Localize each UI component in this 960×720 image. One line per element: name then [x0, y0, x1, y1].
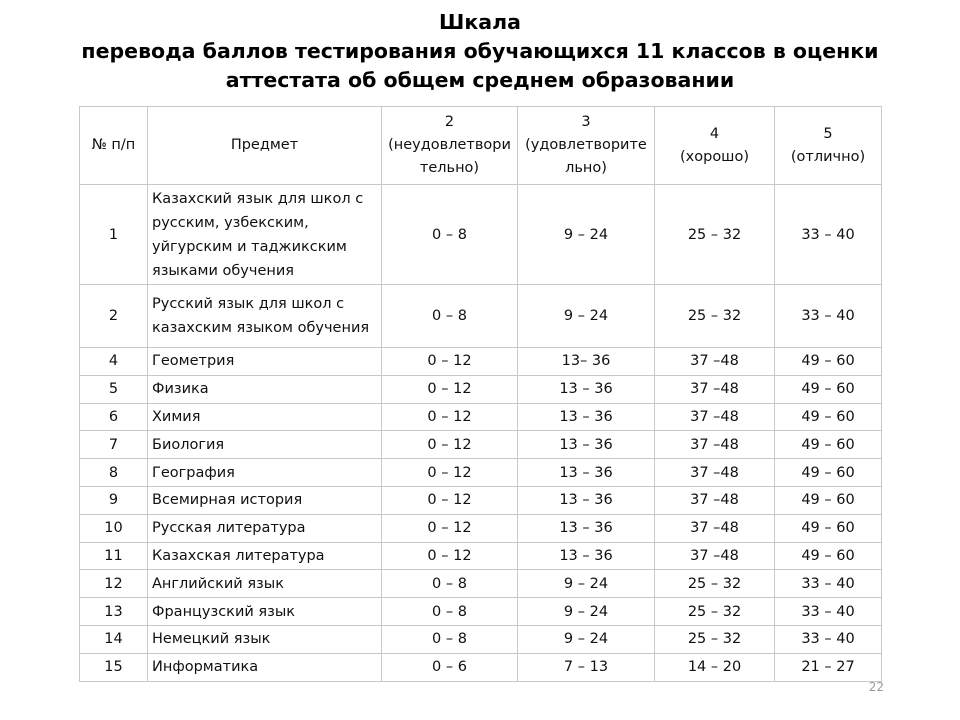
row-grade-3: 7 – 13 [518, 653, 655, 681]
row-grade-2: 0 – 12 [382, 403, 518, 431]
row-grade-4: 25 – 32 [655, 285, 775, 348]
row-grade-4: 37 –48 [655, 514, 775, 542]
row-subject-line: Казахский язык для школ с [152, 190, 364, 207]
row-subject: Французский язык [148, 598, 382, 626]
table-row [80, 185, 882, 285]
row-grade-4: 37 –48 [655, 431, 775, 459]
header-grade-3-label-b: льно) [565, 160, 607, 176]
header-grade-3-label-a: (удовлетворите [525, 137, 647, 153]
row-grade-4: 37 –48 [655, 403, 775, 431]
row-grade-4: 25 – 32 [655, 185, 775, 285]
row-num: 10 [80, 514, 148, 542]
table-row [80, 625, 882, 653]
score-conversion-table [79, 106, 882, 682]
row-subject: Всемирная история [148, 486, 382, 514]
row-subject: География [148, 459, 382, 487]
header-grade-2-label-a: (неудовлетвори [388, 137, 511, 153]
header-subject: Предмет [148, 107, 382, 185]
table-row [80, 375, 882, 403]
header-grade-4-label: (хорошо) [680, 148, 749, 165]
row-grade-4: 25 – 32 [655, 625, 775, 653]
row-num: 14 [80, 625, 148, 653]
row-grade-2: 0 – 12 [382, 431, 518, 459]
row-grade-3: 13 – 36 [518, 375, 655, 403]
row-grade-5: 49 – 60 [775, 459, 882, 487]
table-header-row [80, 107, 882, 185]
row-num: 15 [80, 653, 148, 681]
row-grade-2: 0 – 12 [382, 514, 518, 542]
row-grade-3: 9 – 24 [518, 285, 655, 348]
row-grade-2: 0 – 8 [382, 625, 518, 653]
row-subject: Английский язык [148, 570, 382, 598]
row-grade-2: 0 – 12 [382, 348, 518, 376]
row-num: 7 [80, 431, 148, 459]
row-subject-line: русским, узбекским, [152, 214, 309, 231]
table-row [80, 348, 882, 376]
page-title [20, 8, 940, 95]
row-grade-5: 33 – 40 [775, 285, 882, 348]
row-num: 8 [80, 459, 148, 487]
row-grade-3: 13– 36 [518, 348, 655, 376]
row-grade-4: 25 – 32 [655, 598, 775, 626]
row-grade-5: 49 – 60 [775, 403, 882, 431]
row-subject: Геометрия [148, 348, 382, 376]
table-row [80, 403, 882, 431]
row-grade-5: 33 – 40 [775, 625, 882, 653]
table-row [80, 459, 882, 487]
header-grade-4-number: 4 [709, 125, 720, 142]
row-num: 6 [80, 403, 148, 431]
header-num: № п/п [80, 107, 148, 185]
table-row [80, 542, 882, 570]
row-subject [148, 185, 382, 285]
row-subject-line: Русский язык для школ с [152, 296, 345, 312]
row-grade-4: 14 – 20 [655, 653, 775, 681]
row-subject: Биология [148, 431, 382, 459]
row-grade-4: 25 – 32 [655, 570, 775, 598]
row-num: 4 [80, 348, 148, 376]
row-num: 2 [80, 285, 148, 348]
row-subject: Русская литература [148, 514, 382, 542]
row-grade-4: 37 –48 [655, 486, 775, 514]
table-row [80, 570, 882, 598]
table-row [80, 514, 882, 542]
row-grade-3: 13 – 36 [518, 459, 655, 487]
row-grade-2: 0 – 12 [382, 486, 518, 514]
row-grade-3: 9 – 24 [518, 570, 655, 598]
row-grade-2: 0 – 8 [382, 570, 518, 598]
header-grade-5-label: (отлично) [790, 148, 866, 165]
row-grade-3: 13 – 36 [518, 542, 655, 570]
row-grade-2: 0 – 8 [382, 598, 518, 626]
row-grade-2: 0 – 6 [382, 653, 518, 681]
row-num: 11 [80, 542, 148, 570]
row-grade-3: 9 – 24 [518, 625, 655, 653]
header-grade-5 [775, 107, 882, 185]
row-grade-2: 0 – 8 [382, 185, 518, 285]
row-grade-3: 9 – 24 [518, 185, 655, 285]
row-subject: Физика [148, 375, 382, 403]
row-grade-5: 49 – 60 [775, 375, 882, 403]
header-grade-2-label-b: тельно) [419, 160, 480, 176]
row-grade-5: 49 – 60 [775, 348, 882, 376]
row-grade-3: 13 – 36 [518, 514, 655, 542]
header-grade-2 [382, 107, 518, 185]
row-num: 13 [80, 598, 148, 626]
row-subject: Химия [148, 403, 382, 431]
row-grade-3: 13 – 36 [518, 486, 655, 514]
row-grade-4: 37 –48 [655, 459, 775, 487]
row-grade-5: 49 – 60 [775, 514, 882, 542]
row-grade-5: 33 – 40 [775, 570, 882, 598]
page-number: 22 [868, 680, 884, 694]
row-grade-2: 0 – 12 [382, 375, 518, 403]
row-grade-4: 37 –48 [655, 542, 775, 570]
table-row [80, 285, 882, 348]
row-subject: Информатика [148, 653, 382, 681]
header-grade-3-number: 3 [581, 114, 591, 130]
row-subject-line: уйгурским и таджикским [152, 238, 347, 255]
table-row [80, 431, 882, 459]
row-num: 9 [80, 486, 148, 514]
row-grade-2: 0 – 12 [382, 542, 518, 570]
row-num: 12 [80, 570, 148, 598]
table-row [80, 653, 882, 681]
row-grade-4: 37 –48 [655, 348, 775, 376]
row-grade-5: 49 – 60 [775, 431, 882, 459]
table-row [80, 486, 882, 514]
row-grade-2: 0 – 8 [382, 285, 518, 348]
row-grade-3: 13 – 36 [518, 403, 655, 431]
row-grade-5: 49 – 60 [775, 486, 882, 514]
title-line-2: перевода баллов тестирования обучающихся 11 классов в оценки [81, 39, 879, 63]
title-line-1: Шкала [439, 10, 521, 34]
row-grade-5: 49 – 60 [775, 542, 882, 570]
header-grade-4 [655, 107, 775, 185]
row-subject [148, 285, 382, 348]
header-grade-3 [518, 107, 655, 185]
row-grade-4: 37 –48 [655, 375, 775, 403]
table-row [80, 598, 882, 626]
row-num: 5 [80, 375, 148, 403]
row-grade-5: 21 – 27 [775, 653, 882, 681]
header-grade-2-number: 2 [444, 114, 455, 130]
row-grade-5: 33 – 40 [775, 598, 882, 626]
row-subject: Казахская литература [148, 542, 382, 570]
row-num: 1 [80, 185, 148, 285]
row-grade-3: 13 – 36 [518, 431, 655, 459]
title-line-3: аттестата об общем среднем образовании [225, 68, 735, 92]
row-subject-line: казахским языком обучения [152, 320, 370, 336]
row-grade-5: 33 – 40 [775, 185, 882, 285]
row-grade-2: 0 – 12 [382, 459, 518, 487]
header-grade-5-number: 5 [823, 125, 833, 142]
row-subject: Немецкий язык [148, 625, 382, 653]
row-subject-line: языками обучения [152, 262, 295, 279]
row-grade-3: 9 – 24 [518, 598, 655, 626]
